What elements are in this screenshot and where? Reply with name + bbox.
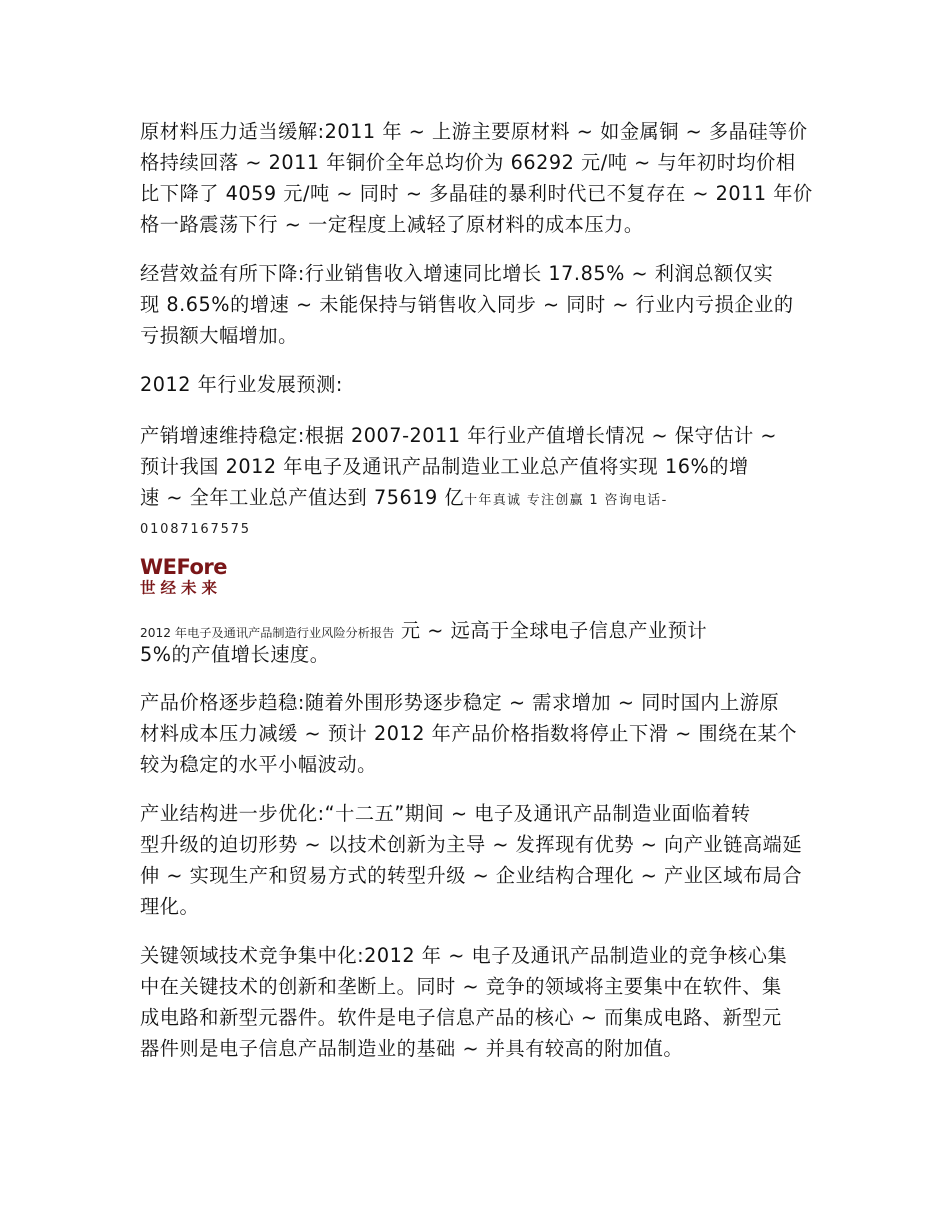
logo-text-cn: 世经未来: [140, 579, 223, 597]
paragraph-line: 5%的产值增长速度。: [140, 643, 330, 666]
section-heading: 2012 年行业发展预测:: [140, 373, 343, 396]
paragraph-line: 产销增速维持稳定:根据 2007-2011 年行业产值增长情况 ~ 保守估计 ~: [140, 424, 778, 447]
paragraph-line: 较为稳定的水平小幅波动。: [140, 753, 377, 776]
footer-phone: 01087167575: [140, 522, 251, 537]
paragraph-line: 伸 ~ 实现生产和贸易方式的转型升级 ~ 企业结构合理化 ~ 产业区域布局合: [140, 864, 803, 887]
paragraph-line: 比下降了 4059 元/吨 ~ 同时 ~ 多晶硅的暴利时代已不复存在 ~ 2011 年价: [140, 182, 813, 205]
paragraph-text: 速 ~ 全年工业总产值达到 75619 亿: [140, 486, 465, 509]
paragraph-line: 材料成本压力减缓 ~ 预计 2012 年产品价格指数将停止下滑 ~ 围绕在某个: [140, 722, 798, 745]
paragraph-line: 成电路和新型元器件。软件是电子信息产品的核心 ~ 而集成电路、新型元: [140, 1006, 782, 1029]
paragraph-line: 预计我国 2012 年电子及通讯产品制造业工业总产值将实现 16%的增: [140, 455, 749, 478]
paragraph-line: 现 8.65%的增速 ~ 未能保持与销售收入同步 ~ 同时 ~ 行业内亏损企业的: [140, 293, 794, 316]
paragraph-line: 格一路震荡下行 ~ 一定程度上减轻了原材料的成本压力。: [140, 213, 644, 236]
paragraph-line: 原材料压力适当缓解:2011 年 ~ 上游主要原材料 ~ 如金属铜 ~ 多晶硅等价: [140, 120, 808, 143]
paragraph-line: 经营效益有所下降:行业销售收入增速同比增长 17.85% ~ 利润总额仅实: [140, 262, 774, 285]
paragraph-line: 亏损额大幅增加。: [140, 324, 298, 347]
footer-slogan: 十年真诚 专注创赢 1 咨询电话-: [464, 493, 668, 508]
paragraph-line: 型升级的迫切形势 ~ 以技术创新为主导 ~ 发挥现有优势 ~ 向产业链高端延: [140, 833, 803, 856]
paragraph-line: 关键领域技术竞争集中化:2012 年 ~ 电子及通讯产品制造业的竞争核心集: [140, 944, 788, 967]
logo-text-en: WEFore: [140, 555, 228, 579]
paragraph-line: 中在关键技术的创新和垄断上。同时 ~ 竞争的领域将主要集中在软件、集: [140, 975, 782, 998]
paragraph-line: 产业结构进一步优化:“十二五”期间 ~ 电子及通讯产品制造业面临着转: [140, 802, 751, 825]
paragraph-line: 理化。: [140, 895, 200, 918]
paragraph-line: 格持续回落 ~ 2011 年铜价全年总均价为 66292 元/吨 ~ 与年初时均价相: [140, 151, 796, 174]
paragraph-text: 元 ~ 远高于全球电子信息产业预计: [400, 619, 708, 642]
paragraph-line: [140, 483, 668, 516]
paragraph-line: 产品价格逐步趋稳:随着外围形势逐步稳定 ~ 需求增加 ~ 同时国内上游原: [140, 691, 780, 714]
wefore-logo: [140, 556, 240, 598]
report-header-title: 2012 年电子及通讯产品制造行业风险分析报告: [140, 626, 395, 640]
paragraph-line: 器件则是电子信息产品制造业的基础 ~ 并具有较高的附加值。: [140, 1037, 684, 1060]
